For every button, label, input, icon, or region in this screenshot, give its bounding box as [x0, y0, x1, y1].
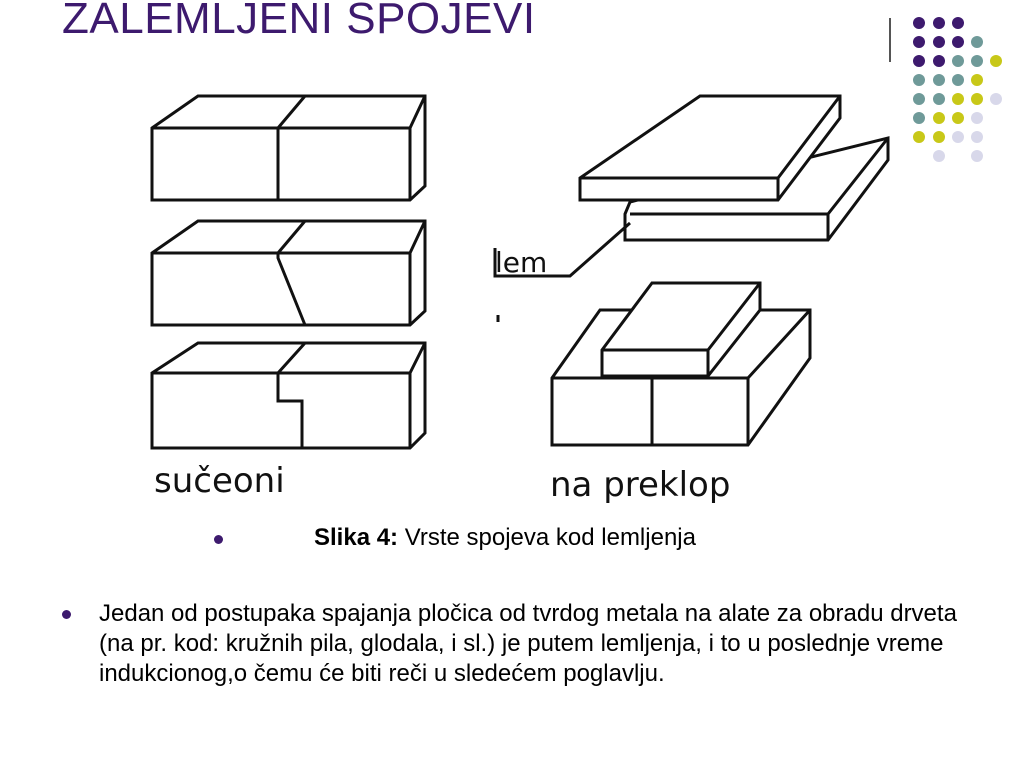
body-paragraph: [62, 599, 982, 689]
butt-joint-angled: [152, 221, 425, 325]
label-solder: lem: [495, 246, 548, 279]
butt-joint-straight: [152, 96, 425, 200]
lap-joint-plates: [580, 96, 888, 240]
dot-grid-group: [913, 17, 1002, 162]
paragraph-text: Jedan od postupaka spajanja pločica od tvrdog metala na alate za obradu drveta (na pr. kod: kružnih pila, glodala, i sl.) je putem lemljenja, i to u poslednje vreme indukcionog,o čemu će biti reči u sledećem poglavlju.: [99, 600, 957, 687]
caption-text: Vrste spojeva kod lemljenja: [398, 524, 696, 551]
caption-prefix: Slika 4:: [314, 524, 399, 551]
butt-joint-stepped: [152, 343, 425, 448]
lap-joint-block: [552, 283, 810, 445]
solder-joints-figure: [140, 78, 910, 508]
caption-text-container: [314, 524, 696, 552]
paragraph-bullet: [62, 610, 71, 619]
label-lap-joint: na preklop: [550, 465, 731, 505]
slide-title: ZALEMLJENI SPOJEVI: [62, 0, 536, 43]
caption-bullet: [214, 535, 223, 544]
label-butt-joint: sučeoni: [154, 461, 285, 501]
